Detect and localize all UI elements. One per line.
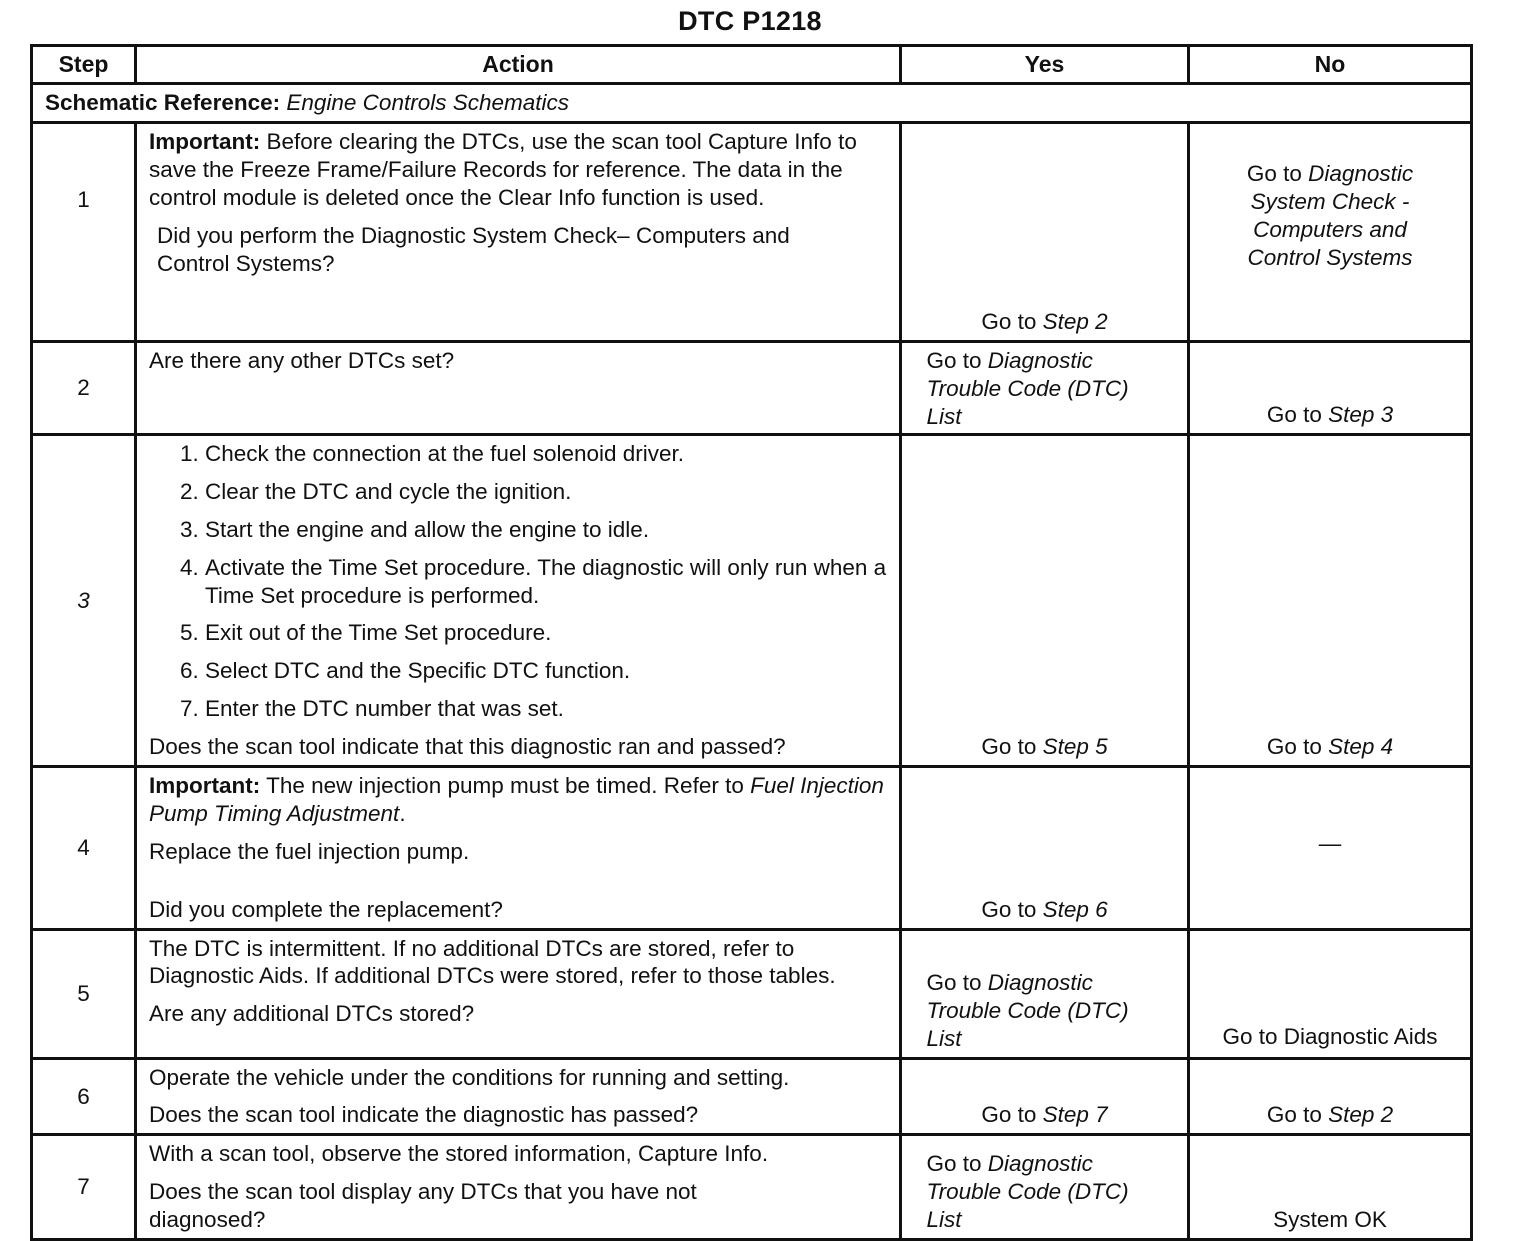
important-text: The new injection pump must be timed. Refer to (266, 773, 744, 799)
no-cell (1189, 123, 1472, 342)
yes-action[interactable] (902, 1101, 1187, 1129)
yes-cell (901, 929, 1189, 1058)
question: Are any additional DTCs stored? (149, 1001, 475, 1027)
header-yes: Yes (901, 46, 1189, 84)
yes-action[interactable] (902, 347, 1187, 431)
important-note (149, 128, 887, 212)
no-prefix: Go to (1266, 402, 1322, 428)
table-row (32, 767, 1472, 930)
instruction: Replace the fuel injection pump. (149, 838, 470, 864)
no-link[interactable]: Diagnostic System Check - Computers and Control Systems (1247, 161, 1414, 270)
no-action[interactable] (1190, 1101, 1470, 1129)
no-link[interactable]: Step 3 (1328, 402, 1394, 428)
step-number: 6 (32, 1058, 136, 1135)
important-end: . (399, 800, 406, 826)
yes-link[interactable]: Diagnostic Trouble Code (DTC) List (926, 348, 1129, 429)
table-row (32, 435, 1472, 767)
yes-cell (901, 123, 1189, 342)
table-row (32, 342, 1472, 435)
yes-prefix: Go to (926, 348, 982, 373)
action-cell (136, 123, 901, 342)
no-action[interactable] (1190, 733, 1470, 761)
no-cell (1189, 767, 1472, 930)
question: Does the scan tool display any DTCs that you have not diagnosed? (149, 1179, 697, 1233)
schematic-label: Schematic Reference: (45, 90, 281, 115)
step-number: 2 (32, 342, 136, 435)
yes-action[interactable] (902, 733, 1187, 761)
action-cell (136, 1135, 901, 1240)
yes-prefix: Go to (981, 896, 1037, 922)
schematic-link[interactable]: Engine Controls Schematics (286, 90, 570, 115)
list-item: 1. Check the connection at the fuel solenoid driver. (205, 440, 887, 468)
yes-action[interactable] (902, 308, 1187, 336)
yes-link[interactable]: Diagnostic Trouble Code (DTC) List (926, 969, 1129, 1051)
question: Does the scan tool indicate that this diagnostic ran and passed? (149, 734, 786, 760)
yes-link[interactable]: Diagnostic Trouble Code (DTC) List (926, 1151, 1129, 1233)
yes-prefix: Go to (926, 969, 982, 995)
list-item: 7. Enter the DTC number that was set. (205, 695, 887, 723)
yes-cell (901, 1058, 1189, 1135)
description: With a scan tool, observe the stored information, Capture Info. (149, 1141, 769, 1167)
table-row (32, 123, 1472, 342)
no-link[interactable]: Step 2 (1328, 1102, 1394, 1128)
yes-cell (901, 435, 1189, 767)
important-text: Before clearing the DTCs, use the scan tool Capture Info to save the Freeze Frame/Failure Records for reference. The data in the control module is deleted once the Clear Info function is used. (149, 129, 857, 210)
procedure-list (149, 440, 887, 723)
no-link[interactable]: Step 4 (1328, 734, 1394, 760)
description: The DTC is intermittent. If no additional DTCs are stored, refer to Diagnostic Aids. If additional DTCs were stored, refer to those tables. (149, 935, 836, 989)
no-cell (1189, 1135, 1472, 1240)
yes-action[interactable] (902, 896, 1187, 924)
question: Does the scan tool indicate the diagnostic has passed? (149, 1102, 699, 1128)
list-item: 5. Exit out of the Time Set procedure. (205, 619, 887, 647)
no-action: System OK (1273, 1207, 1387, 1233)
step-number: 5 (32, 929, 136, 1058)
no-action[interactable]: Go to Diagnostic Aids (1222, 1023, 1438, 1049)
yes-prefix: Go to (926, 1151, 982, 1177)
no-cell (1189, 342, 1472, 435)
yes-link[interactable]: Step 2 (1042, 309, 1108, 335)
no-prefix: Go to (1246, 161, 1302, 186)
schematic-reference (32, 84, 1472, 123)
no-action[interactable] (1190, 401, 1470, 429)
action-cell (136, 435, 901, 767)
step-number: 3 (32, 435, 136, 767)
important-label: Important: (149, 773, 261, 799)
important-note (149, 772, 887, 828)
description: Operate the vehicle under the conditions for running and setting. (149, 1064, 790, 1090)
question: Did you perform the Diagnostic System Check– Computers and Control Systems? (157, 222, 790, 276)
yes-cell (901, 767, 1189, 930)
step-number: 7 (32, 1135, 136, 1240)
yes-link[interactable]: Step 6 (1042, 896, 1108, 922)
header-no: No (1189, 46, 1472, 84)
dtc-table (30, 44, 1473, 1241)
question: Are there any other DTCs set? (149, 348, 455, 373)
action-cell (136, 342, 901, 435)
list-item: 3. Start the engine and allow the engine to idle. (205, 516, 887, 544)
action-cell (136, 929, 901, 1058)
schematic-row (32, 84, 1472, 123)
list-item: 6. Select DTC and the Specific DTC function. (205, 657, 887, 685)
yes-action[interactable] (902, 1150, 1187, 1234)
yes-cell (901, 342, 1189, 435)
important-link[interactable]: Fuel Injection Pump Timing Adjustment (149, 773, 884, 826)
header-row (32, 46, 1472, 84)
yes-prefix: Go to (981, 1102, 1037, 1128)
no-prefix: Go to (1266, 734, 1322, 760)
yes-cell (901, 1135, 1189, 1240)
yes-link[interactable]: Step 7 (1042, 1102, 1108, 1128)
action-cell (136, 1058, 901, 1135)
table-row (32, 1135, 1472, 1240)
no-prefix: Go to (1266, 1102, 1322, 1128)
yes-link[interactable]: Step 5 (1042, 734, 1108, 760)
no-cell (1189, 929, 1472, 1058)
action-cell (136, 767, 901, 930)
list-item: 4. Activate the Time Set procedure. The diagnostic will only run when a Time Set procedure is performed. (205, 554, 887, 610)
list-item: 2. Clear the DTC and cycle the ignition. (205, 478, 887, 506)
no-action[interactable] (1190, 160, 1470, 272)
no-cell (1189, 435, 1472, 767)
step-number: 1 (32, 123, 136, 342)
question: Did you complete the replacement? (149, 896, 503, 922)
no-action: — (1318, 831, 1342, 857)
important-label: Important: (149, 129, 261, 154)
header-action: Action (136, 46, 901, 84)
yes-prefix: Go to (981, 734, 1037, 760)
yes-prefix: Go to (981, 309, 1037, 335)
step-number: 4 (32, 767, 136, 930)
table-row (32, 1058, 1472, 1135)
table-row (32, 929, 1472, 1058)
header-step: Step (32, 46, 136, 84)
yes-action[interactable] (902, 969, 1187, 1053)
no-cell (1189, 1058, 1472, 1135)
page-title: DTC P1218 (678, 6, 822, 36)
